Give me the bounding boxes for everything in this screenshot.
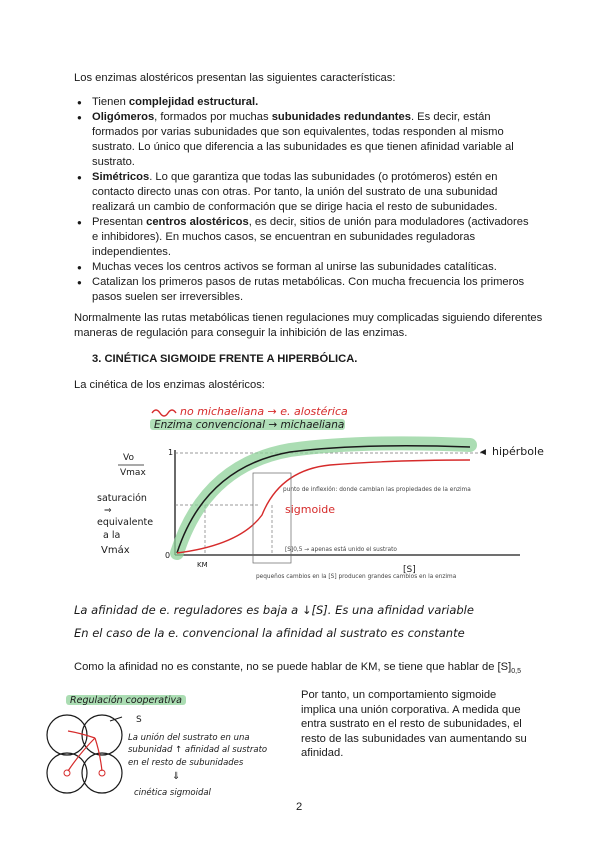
coop-note: en el resto de subunidades (128, 758, 244, 768)
small-changes-note: pequeños cambios en la [S] producen grandes cambios en la enzima (256, 574, 457, 580)
coop-arrow: ⇓ (172, 771, 181, 782)
list-item: ● Simétricos. Lo que garantiza que todas las subunidades (o protómeros) estén en contacto directo unas con otras. Por tanto, la unión del sustrato de una subunidad realizará un cambio de conformación que se dirige hacia el resto de subunidades. (74, 170, 534, 215)
y-label-bottom: Vmax (120, 468, 146, 478)
km-label: KM (197, 561, 208, 569)
substrate-label: S (136, 715, 142, 725)
cooperative-diagram (40, 693, 303, 818)
list-item: ● Catalizan los primeros pasos de rutas metabólicas. Con mucha frecuencia los primeros pasos suelen ser irreversibles. (74, 275, 534, 305)
svg-text:◄: ◄ (478, 447, 488, 458)
sigmoid-label: sigmoide (285, 503, 336, 516)
coop-note: cinética sigmoidal (134, 788, 211, 798)
title-red-note: no michaeliana → e. alostérica (180, 405, 348, 418)
x-axis-label: [S] (403, 565, 416, 575)
s05-note: [S]0,5 → apenas está unido el sustrato (285, 547, 397, 553)
coop-note: La unión del sustrato en una (128, 733, 250, 743)
coop-title: Regulación cooperativa (70, 695, 182, 706)
list-item: ● Presentan centros alostéricos, es decir, sitios de unión para moduladores (activadores e inhibidores). En muchos casos, se encuentran en subunidades reguladoras independientes. (74, 215, 534, 260)
y-label-top: Vo (123, 453, 134, 463)
cooperative-paragraph: Por tanto, un comportamiento sigmoide implica una unión corporativa. A medida que entra sustrato en el resto de subunidades, el resto de las subunidades van aumentando su afinidad. (301, 689, 527, 759)
saturation-note: Vmáx (101, 545, 130, 556)
section-heading: 3. CINÉTICA SIGMOIDE FRENTE A HIPERBÓLICA. (92, 353, 358, 365)
coop-note: subunidad ↑ afinidad al sustrato (128, 745, 268, 755)
intro-text: Los enzimas alostéricos presentan las siguientes características: (74, 72, 396, 84)
list-item: ● Muchas veces los centros activos se forman al unirse las subunidades catalíticas. (74, 260, 534, 275)
y-max-value: 1 (168, 448, 174, 457)
saturation-note: equivalente (97, 517, 154, 528)
hyperbola-curve (177, 446, 470, 553)
saturation-note: ⇒ (104, 506, 112, 516)
characteristics-list (74, 95, 534, 305)
inflection-note: punto de inflexión: donde cambian las propiedades de la enzima (283, 487, 471, 493)
title-green-note: Enzima convencional → michaeliana (154, 419, 345, 431)
saturation-note: a la (103, 530, 121, 541)
regulation-paragraph: Normalmente las rutas metabólicas tienen regulaciones muy complicadas siguiendo diferentes maneras de regulación para conseguir la inhibición de las enzimas. (74, 312, 543, 339)
page-number: 2 (296, 801, 303, 813)
list-item: ● Oligómeros, formados por muchas subunidades redundantes. Es decir, están formados por varias subunidades que son equivalentes, todas responden al mismo sustrato. Lo único que diferencia a las subunidades es que tienen afinidad variable al sustrato. (74, 110, 534, 170)
origin-label: 0 (165, 551, 171, 560)
handwritten-affinity-constant: En el caso de la e. convencional la afinidad al sustrato es constante (74, 626, 465, 640)
km-paragraph: Como la afinidad no es constante, no se puede hablar de KM, se tiene que hablar de $[S]_{0,5}$ (74, 661, 521, 676)
kinetics-intro: La cinética de los enzimas alostéricos: (74, 379, 265, 391)
saturation-note: saturación (97, 493, 147, 504)
handwritten-affinity-variable: La afinidad de e. reguladores es baja a ↓[S]. Es una afinidad variable (74, 603, 474, 617)
list-item: ● Tienen complejidad estructural. (74, 95, 534, 110)
hyperbola-label: hipérbole (492, 445, 544, 458)
